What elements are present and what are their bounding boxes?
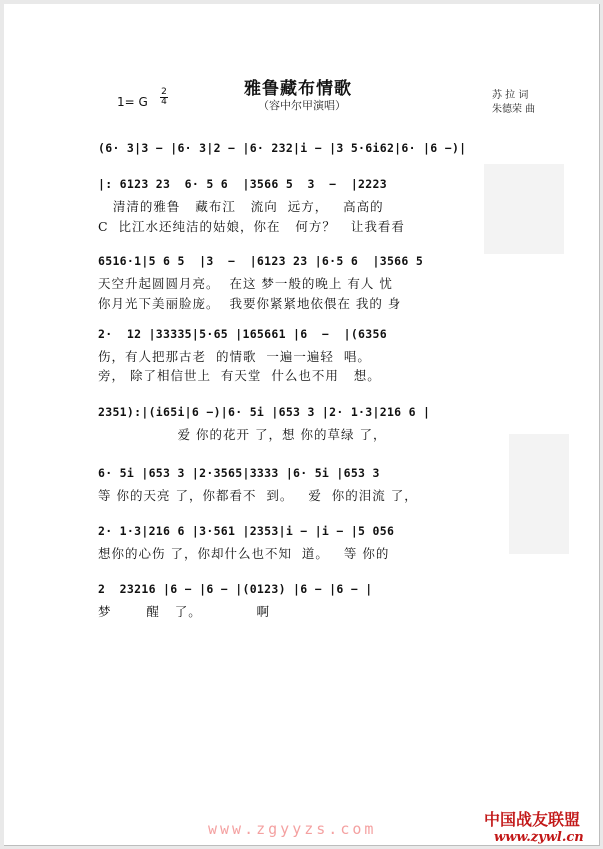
lyrics-line: 等 你的天亮 了，你都看不 到。 爱 你的泪流 了， [98,488,418,503]
lyrics-verse1: 清清的雅鲁 藏布江 流向 远方， 高高的 [98,199,384,214]
lyrics-line: 爱 你的花开 了，想 你的草绿 了， [98,427,387,442]
lyrics-line: 想你的心伤 了，你却什么也不知 道。 等 你的 [98,546,390,561]
score-notes-row: 2 23216 |6 − |6 − |(0123) |6 − |6 − | [98,582,373,596]
score-notes-row: 6516·1|5 6 5 |3 − |6123 23 |6·5 6 |3566 5 [98,254,424,268]
score-notes-row: 2· 1·3|216 6 |3·561 |2353|i − |i − |5 056 [98,524,395,538]
lyrics-verse1: 天空升起圆圆月亮。 在这 梦一般的晚上 有人 忧 [98,276,393,291]
song-title: 雅鲁藏布情歌 [244,79,352,99]
score-page [4,4,600,846]
watermark-site2-name: 中国战友联盟 [484,810,581,829]
time-top: 2 [161,87,167,97]
lyrics-verse2: C 比江水还纯洁的姑娘，你在 何方？ 让我看看 [98,219,405,234]
lyrics-verse2: 你月光下美丽脸庞。 我要你紧紧地依偎在 我的 身 [98,296,402,311]
score-notes-row: 2351):|(i65i|6 −)|6· 5i |653 3 |2· 1·3|216 6 | [98,405,431,419]
score-notes-row: 2· 12 |33335|5·65 |165661 |6 − |(6356 [98,327,387,341]
lyrics-verse2: 旁， 除了相信世上 有天堂 什么也不用 想。 [98,368,381,383]
watermark-site1: www.zgyyzs.com [208,820,377,838]
watermark-site2-url: www.zywl.cn [494,830,584,845]
composer-credit: 朱德荣 曲 [492,104,536,115]
score-notes-row: |: 6123 23 6· 5 6 |3566 5 3 − |2223 [98,177,387,191]
key-signature: 1= G [117,95,148,109]
score-notes-row: (6· 3|3 − |6· 3|2 − |6· 232|i − |3 5·6i62|6· |6 −)| [98,141,467,155]
lyrics-verse1: 伤，有人把那古老 的情歌 一遍一遍轻 唱。 [98,349,371,364]
time-bottom: 4 [161,97,167,107]
score-notes-row: 6· 5i |653 3 |2·3565|3333 |6· 5i |653 3 [98,466,380,480]
time-signature [160,88,168,107]
singer-note: （容中尔甲演唱） [258,99,346,112]
lyricist-credit: 苏 拉 词 [492,90,529,101]
lyrics-line: 梦 醒 了。 啊 [98,604,270,619]
